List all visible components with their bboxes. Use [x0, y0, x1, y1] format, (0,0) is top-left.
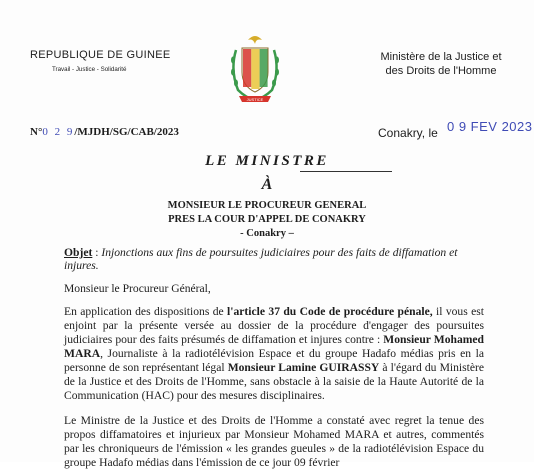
object-line: Objet : Injonctions aux fins de poursuites judiciaires pour des faits de diffamation et injures.: [64, 246, 458, 272]
address-line-2: PRES LA COUR D'APPEL DE CONAKRY: [168, 214, 366, 225]
article-reference: l'article 37 du Code de procédure pénale,: [227, 305, 433, 318]
reference-suffix: /MJDH/SG/CAB/2023: [74, 126, 179, 138]
ministry-line-2: des Droits de l'Homme: [385, 65, 497, 77]
minister-heading: LE MINISTRE: [205, 153, 329, 169]
paragraph-text: à l'égard du Ministère de la Justice et des Droits de l'Homme, sans obstacle à la saisie de la Haute Autorité de la Communication (HAC) pour des mesures disciplinaires.: [64, 361, 485, 402]
address-line-3: - Conakry –: [240, 228, 294, 239]
minister-underline: [300, 171, 392, 172]
object-label: Objet: [64, 246, 93, 259]
ministry-line-1: Ministère de la Justice et: [380, 51, 502, 63]
body-paragraph-1: [64, 305, 484, 403]
salutation: Monsieur le Procureur Général,: [64, 282, 211, 295]
person-name: Monsieur Lamine GUIRASSY: [227, 361, 380, 374]
place-label: Conakry, le: [378, 126, 438, 140]
reference-handwritten-number: 0 2 9: [42, 126, 75, 138]
paragraph-text: , Journaliste à la radiotélévision Espace et du groupe Hadafo médias pris en la personne de son représentant légal: [64, 347, 484, 374]
republic-motto: Travail - Justice - Solidarité: [52, 66, 127, 73]
date-stamp: 0 9 FEV 2023: [447, 119, 533, 134]
guinea-coat-of-arms-icon: [226, 30, 284, 108]
body-paragraph-2: Le Ministre de la Justice et des Droits de l'Homme a constaté avec regret la tenue des propos diffamatoires et injurieux par Monsieur Mohamed MARA et autres, commentés par les chroniqueurs de l'émission « les grandes gueules » de la radiotélévision Espace du groupe Hadafo médias dans l'émission de ce jour 09 février: [64, 414, 484, 469]
addressee-marker: À: [261, 176, 273, 193]
paragraph-text: En application des dispositions de: [64, 305, 228, 318]
reference-number: [30, 126, 179, 138]
reference-prefix: N°: [30, 126, 43, 138]
address-line-1: MONSIEUR LE PROCUREUR GENERAL: [167, 200, 367, 211]
object-text: Injonctions aux fins de poursuites judiciaires pour des faits de diffamation et injures.: [64, 246, 458, 272]
person-name: Monsieur Mohamed MARA: [64, 333, 484, 360]
republic-title: REPUBLIQUE DE GUINEE: [30, 49, 171, 61]
paragraph-text: il vous est enjoint par la présente versée au dossier de la procédure d'engager des poursuites judiciaires pour des faits présumés de diffamation et injures contre :: [64, 305, 484, 346]
ministry-name: [366, 50, 516, 78]
svg-text:JUSTICE: JUSTICE: [246, 97, 264, 102]
